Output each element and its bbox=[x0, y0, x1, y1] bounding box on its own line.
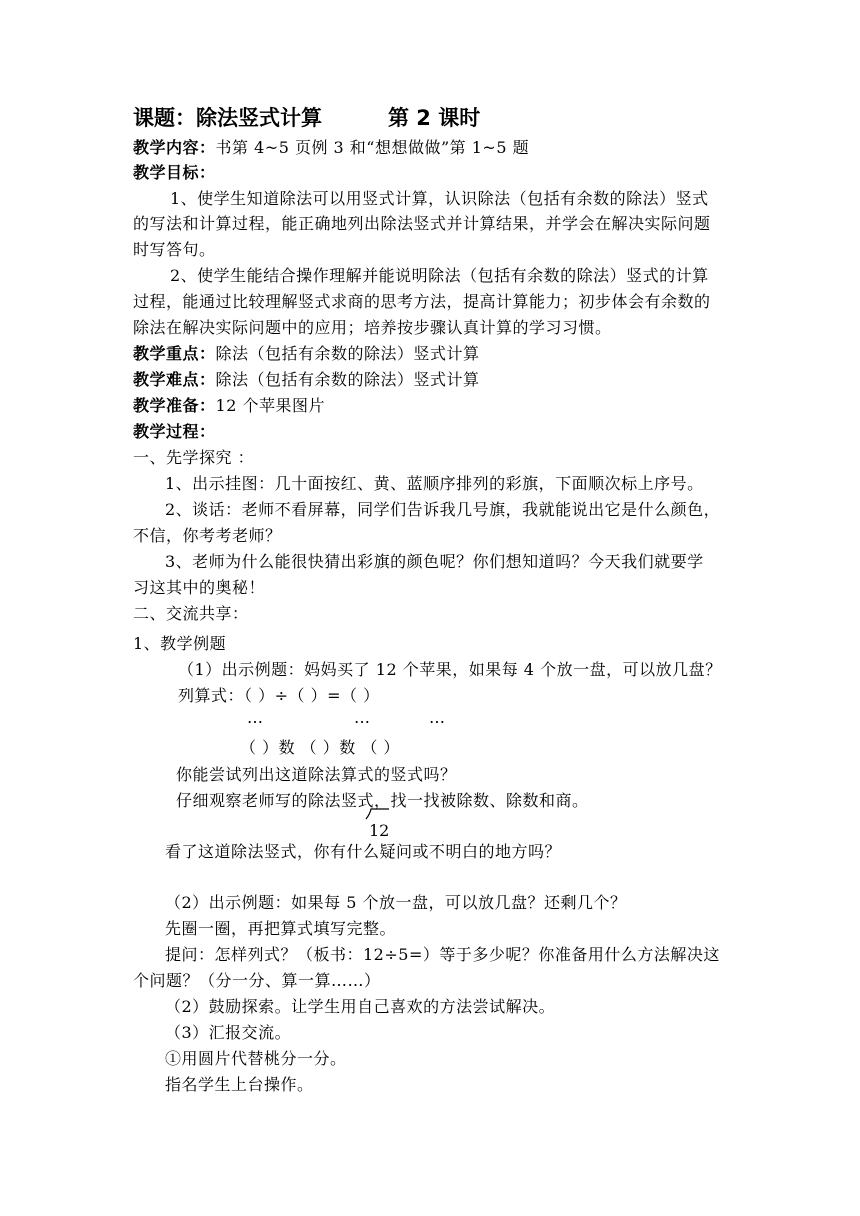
blanks-line: （ ）数 （ ）数 （ ） bbox=[240, 738, 400, 757]
section-1-item-2-line-2: 不信，你考考老师？ bbox=[133, 526, 282, 545]
process-label: 教学过程： bbox=[133, 422, 216, 441]
example-1-question: （1）出示例题：妈妈买了 12 个苹果，如果每 4 个放一盘，可以放几盘？ bbox=[178, 660, 722, 679]
circle-instruction: 先圈一圈，再把算式填写完整。 bbox=[165, 919, 397, 938]
prep-label: 教学准备： bbox=[133, 396, 216, 415]
goal-1-line-1: 1、使学生知道除法可以用竖式计算，认识除法（包括有余数的除法）竖式 bbox=[170, 189, 709, 208]
question-doubts: 看了这道除法竖式，你有什么疑问或不明白的地方吗？ bbox=[165, 842, 562, 861]
difficulty-label: 教学难点： bbox=[133, 370, 216, 389]
student-operate-step: 指名学生上台操作。 bbox=[165, 1075, 314, 1094]
ask-line-1: 提问：怎样列式？（板书：12÷5=）等于多少呢？你准备用什么方法解决这 bbox=[165, 945, 720, 964]
ask-line-2: 个问题？（分一分、算一算……） bbox=[133, 971, 381, 990]
question-observe: 仔细观察老师写的除法竖式，找一找被除数、除数和商。 bbox=[176, 791, 589, 810]
teaching-content-text: 书第 4~5 页例 3 和“想想做做”第 1~5 题 bbox=[215, 138, 530, 157]
title-topic: 课题：除法竖式计算 bbox=[133, 106, 322, 130]
dots-1: … bbox=[247, 708, 264, 727]
example-2-question: （2）出示例题：如果每 5 个放一盘，可以放几盘？还剩几个？ bbox=[165, 893, 627, 912]
goal-1-line-3: 时写答句。 bbox=[133, 240, 216, 259]
difficulty-text: 除法（包括有余数的除法）竖式计算 bbox=[215, 370, 480, 389]
difficulty-line bbox=[133, 370, 480, 390]
key-point-label: 教学重点： bbox=[133, 344, 216, 363]
teaching-goals-label: 教学目标： bbox=[133, 163, 216, 182]
section-1-item-2-line-1: 2、谈话：老师不看屏幕，同学们告诉我几号旗，我就能说出它是什么颜色， bbox=[165, 500, 721, 519]
key-point-line bbox=[133, 344, 480, 364]
division-bracket-icon bbox=[362, 808, 390, 820]
key-point-text: 除法（包括有余数的除法）竖式计算 bbox=[215, 344, 480, 363]
section-1-item-1: 1、出示挂图：几十面按红、黄、蓝顺序排列的彩旗，下面顺次标上序号。 bbox=[165, 474, 704, 493]
goal-2-line-1: 2、使学生能结合操作理解并能说明除法（包括有余数的除法）竖式的计算 bbox=[170, 266, 709, 285]
goal-2-line-3: 除法在解决实际问题中的应用；培养按步骤认真计算的学习习惯。 bbox=[133, 318, 612, 337]
division-bracket-fragment bbox=[362, 808, 390, 838]
title-lesson-number: 第 2 课时 bbox=[388, 106, 481, 130]
dots-3: … bbox=[429, 708, 446, 727]
section-1-heading: 一、先学探究 ： bbox=[133, 448, 255, 467]
section-1-item-3-line-2: 习这其中的奥秘！ bbox=[133, 578, 266, 597]
goal-2-line-2: 过程，能通过比较理解竖式求商的思考方法，提高计算能力；初步体会有余数的 bbox=[133, 292, 711, 311]
dividend-fragment: 12 bbox=[369, 821, 390, 838]
teaching-content-line bbox=[133, 138, 529, 158]
prep-line bbox=[133, 396, 325, 416]
lesson-title bbox=[133, 104, 480, 132]
report-step: （3）汇报交流。 bbox=[165, 1023, 292, 1042]
section-1-item-3-line-1: 3、老师为什么能很快猜出彩旗的颜色呢？你们想知道吗？今天我们就要学 bbox=[165, 552, 704, 571]
dots-2: … bbox=[354, 708, 371, 727]
encourage-step: （2）鼓励探索。让学生用自己喜欢的方法尝试解决。 bbox=[165, 997, 556, 1016]
question-vertical-form: 你能尝试列出这道除法算式的竖式吗？ bbox=[176, 765, 457, 784]
circle-pieces-step: ①用圆片代替桃分一分。 bbox=[165, 1049, 347, 1068]
prep-text: 12 个苹果图片 bbox=[215, 396, 325, 415]
section-2-item-1: 1、教学例题 bbox=[133, 634, 227, 653]
section-2-heading: 二、交流共享： bbox=[133, 604, 249, 623]
goal-1-line-2: 的写法和计算过程，能正确地列出除法竖式并计算结果，并学会在解决实际问题 bbox=[133, 214, 711, 233]
teaching-content-label: 教学内容： bbox=[133, 138, 216, 157]
formula-line: 列算式：（ ）÷（ ）=（ ） bbox=[178, 686, 380, 705]
